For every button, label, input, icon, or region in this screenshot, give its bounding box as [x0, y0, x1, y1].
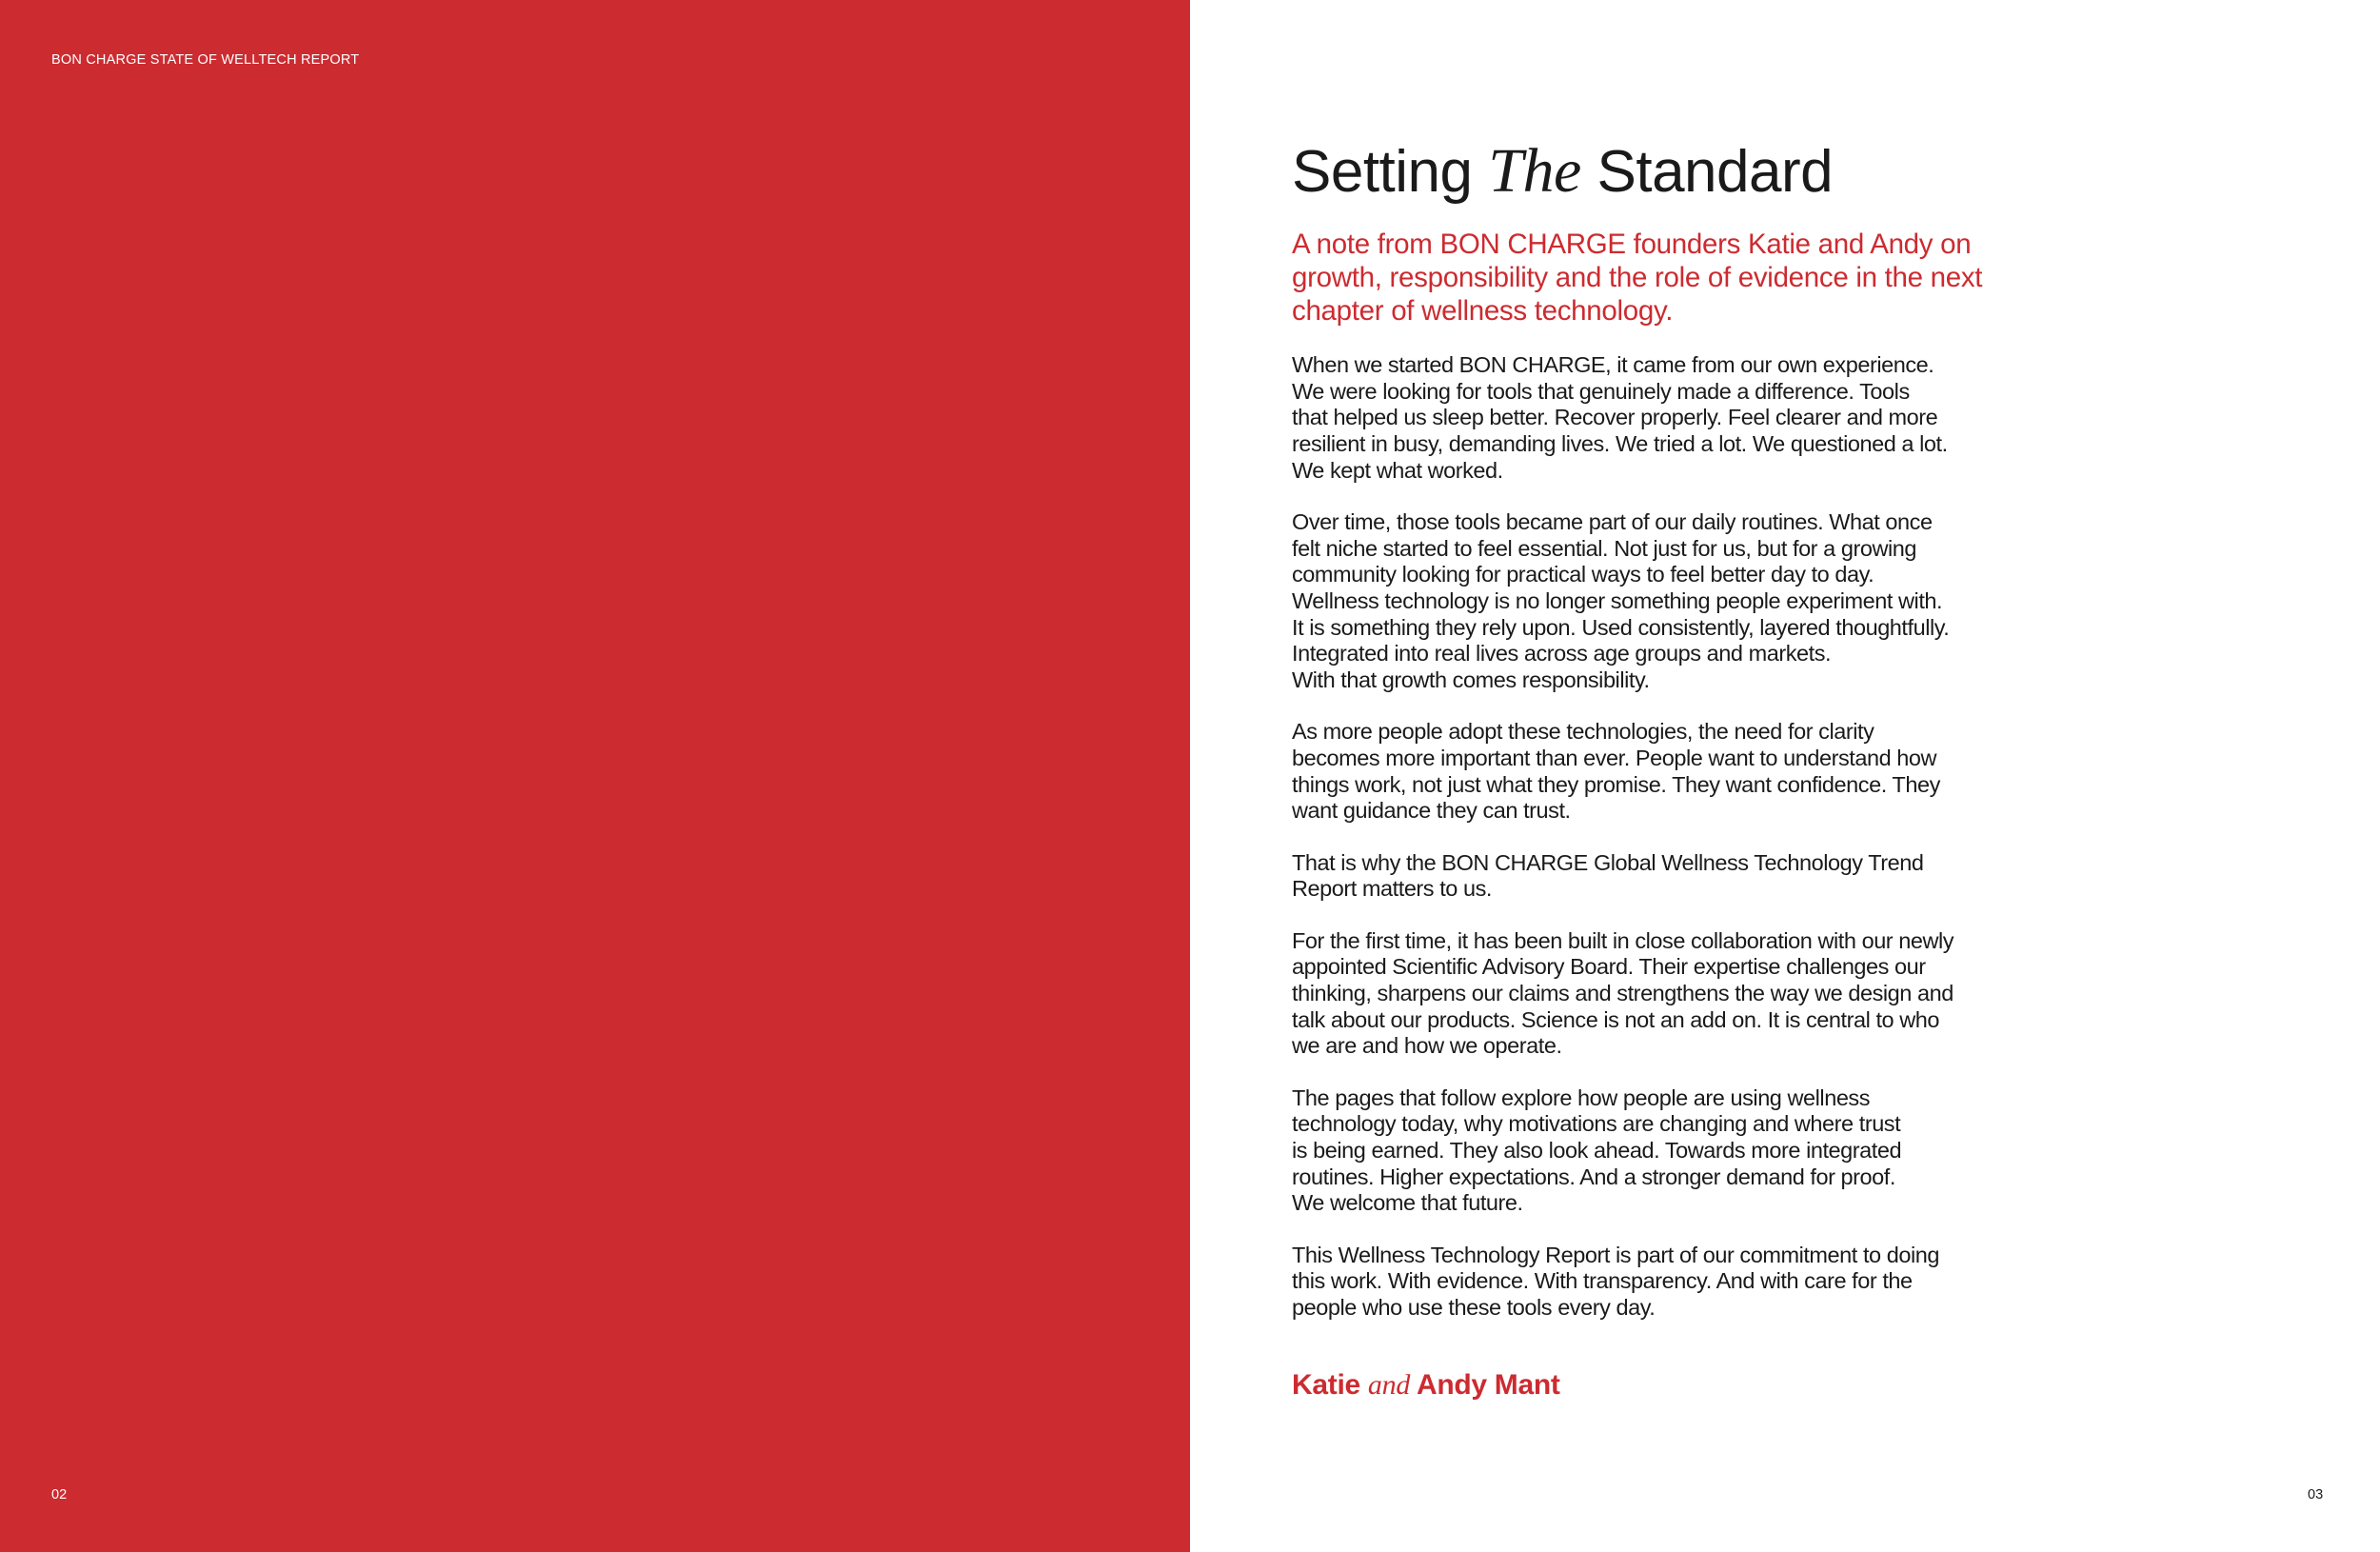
text-line: routines. Higher expectations. And a stronger demand for proof.: [1292, 1164, 1895, 1189]
text-line: Wellness technology is no longer something people experiment with.: [1292, 587, 1943, 613]
body-paragraph: [1292, 928, 1996, 1060]
text-line: talk about our products. Science is not an add on. It is central to who: [1292, 1006, 1939, 1032]
text-line: Report matters to us.: [1292, 876, 1492, 902]
body-paragraph: [1292, 352, 1996, 484]
page-number-right: 03: [2308, 1487, 2324, 1502]
text-line: people who use these tools every day.: [1292, 1295, 1656, 1320]
text-line: The pages that follow explore how people are using wellness: [1292, 1084, 1871, 1110]
text-line: As more people adopt these technologies, the need for clarity: [1292, 719, 1874, 745]
text-line: want guidance they can trust.: [1292, 798, 1571, 824]
text-line: becomes more important than ever. People want to understand how: [1292, 745, 1937, 770]
text-line: We kept what worked.: [1292, 457, 1503, 483]
founders-note: [1292, 133, 1996, 1402]
title-word-setting: Setting: [1292, 139, 1473, 205]
text-line: that helped us sleep better. Recover properly. Feel clearer and more: [1292, 405, 1938, 430]
text-line: appointed Scientific Advisory Board. Their expertise challenges our: [1292, 954, 1926, 980]
signature-joiner: and: [1367, 1368, 1411, 1401]
body-paragraph: [1292, 1243, 1996, 1322]
body-paragraph: [1292, 850, 1996, 903]
body-paragraph: [1292, 509, 1996, 693]
text-line: resilient in busy, demanding lives. We tried a lot. We questioned a lot.: [1292, 430, 1948, 456]
text-line: It is something they rely upon. Used consistently, layered thoughtfully.: [1292, 614, 1950, 640]
text-line: Over time, those tools became part of our daily routines. What once: [1292, 509, 1933, 535]
signature: [1292, 1369, 1996, 1402]
signature-first-name: Katie: [1292, 1368, 1360, 1401]
text-line: felt niche started to feel essential. Not just for us, but for a growing: [1292, 535, 1916, 561]
body-paragraph: [1292, 1085, 1996, 1217]
text-line: With that growth comes responsibility.: [1292, 667, 1650, 692]
text-line: things work, not just what they promise. They want confidence. They: [1292, 771, 1940, 797]
signature-second-name: Andy Mant: [1416, 1368, 1560, 1401]
text-line: That is why the BON CHARGE Global Wellness Technology Trend: [1292, 849, 1924, 875]
text-line: is being earned. They also look ahead. Towards more integrated: [1292, 1138, 1902, 1164]
title-word-the: The: [1488, 136, 1581, 206]
page-title: [1292, 133, 1996, 209]
text-line: Integrated into real lives across age groups and markets.: [1292, 641, 1832, 667]
body-paragraph: [1292, 719, 1996, 824]
text-line: this work. With evidence. With transparency. And with care for the: [1292, 1268, 1913, 1294]
text-line: technology today, why motivations are changing and where trust: [1292, 1111, 1901, 1137]
body-text: [1292, 352, 1996, 1321]
running-head: BON CHARGE STATE OF WELLTECH REPORT: [51, 52, 360, 68]
text-line: For the first time, it has been built in close collaboration with our newly: [1292, 927, 1954, 953]
text-line: thinking, sharpens our claims and strengthens the way we design and: [1292, 981, 1954, 1006]
page-number-left: 02: [51, 1487, 68, 1502]
text-line: community looking for practical ways to feel better day to day.: [1292, 562, 1874, 587]
text-line: We were looking for tools that genuinely made a difference. Tools: [1292, 378, 1910, 404]
text-line: we are and how we operate.: [1292, 1033, 1562, 1059]
text-line: We welcome that future.: [1292, 1190, 1523, 1216]
standfirst: A note from BON CHARGE founders Katie and Andy on growth, responsibility and the role of evidence in the next chapter of wellness technology.: [1292, 229, 1983, 328]
title-word-standard: Standard: [1597, 139, 1834, 205]
text-line: When we started BON CHARGE, it came from our own experience.: [1292, 352, 1934, 378]
text-line: This Wellness Technology Report is part of our commitment to doing: [1292, 1242, 1939, 1267]
